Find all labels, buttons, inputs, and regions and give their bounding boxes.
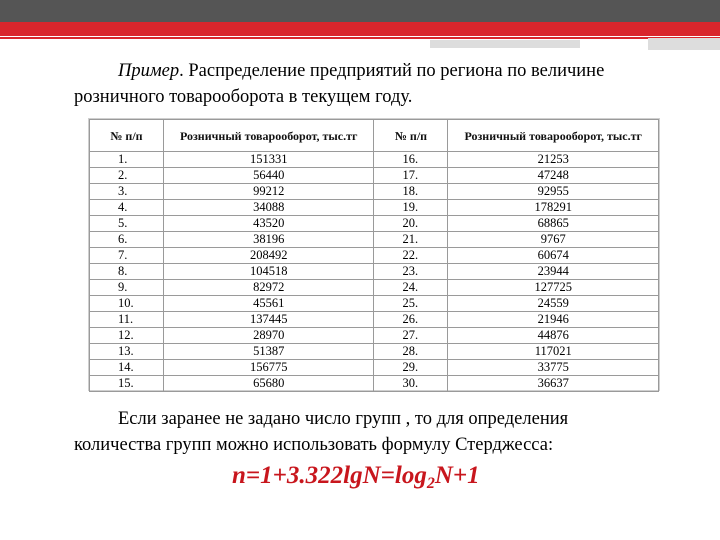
table-row — [90, 376, 659, 392]
turnover-right: 9767 — [448, 232, 659, 248]
row-number-left: 13. — [90, 344, 164, 360]
row-number-right: 22. — [374, 248, 448, 264]
header-num-1: № п/п — [90, 120, 164, 152]
row-number-left: 9. — [90, 280, 164, 296]
table-header-row — [90, 120, 659, 152]
row-number-right: 24. — [374, 280, 448, 296]
table-row — [90, 200, 659, 216]
row-number-left: 15. — [90, 376, 164, 392]
row-number-left: 12. — [90, 328, 164, 344]
row-number-left: 1. — [90, 152, 164, 168]
turnover-left: 99212 — [163, 184, 374, 200]
turnover-right: 117021 — [448, 344, 659, 360]
turnover-right: 21253 — [448, 152, 659, 168]
formula-part-2: N+1 — [434, 462, 480, 489]
turnover-left: 151331 — [163, 152, 374, 168]
row-number-right: 28. — [374, 344, 448, 360]
sturges-paragraph — [74, 406, 674, 458]
row-number-left: 8. — [90, 264, 164, 280]
table-row — [90, 232, 659, 248]
row-number-right: 16. — [374, 152, 448, 168]
turnover-left: 137445 — [163, 312, 374, 328]
table-row — [90, 168, 659, 184]
sturges-text-1: Если заранее не задано число групп , то для определения — [118, 409, 569, 429]
turnover-left: 156775 — [163, 360, 374, 376]
formula-part-1: n=1+3.322lgN=log — [232, 462, 427, 489]
turnover-left: 56440 — [163, 168, 374, 184]
turnover-right: 127725 — [448, 280, 659, 296]
decor-grey-strip — [430, 40, 580, 48]
table-row — [90, 216, 659, 232]
row-number-left: 5. — [90, 216, 164, 232]
row-number-right: 20. — [374, 216, 448, 232]
row-number-left: 4. — [90, 200, 164, 216]
turnover-right: 44876 — [448, 328, 659, 344]
table-row — [90, 328, 659, 344]
data-table-container — [88, 118, 660, 391]
top-dark-bar — [0, 0, 720, 22]
header-turnover-1: Розничный товарооборот, тыс.тг — [163, 120, 374, 152]
formula-subscript: 2 — [426, 475, 435, 492]
top-red-bar — [0, 22, 720, 36]
row-number-left: 11. — [90, 312, 164, 328]
row-number-left: 10. — [90, 296, 164, 312]
example-label: Пример — [118, 61, 180, 81]
decor-grey-block — [648, 38, 720, 50]
row-number-right: 27. — [374, 328, 448, 344]
turnover-right: 92955 — [448, 184, 659, 200]
row-number-right: 18. — [374, 184, 448, 200]
intro-text-1: . Распределение предприятий по региона по величине — [179, 61, 605, 81]
turnover-right: 33775 — [448, 360, 659, 376]
row-number-right: 19. — [374, 200, 448, 216]
turnover-left: 45561 — [163, 296, 374, 312]
table-row — [90, 152, 659, 168]
turnover-left: 51387 — [163, 344, 374, 360]
intro-text-2: розничного товарооборота в текущем году. — [74, 87, 413, 107]
table-row — [90, 280, 659, 296]
row-number-left: 3. — [90, 184, 164, 200]
table-row — [90, 312, 659, 328]
turnover-left: 208492 — [163, 248, 374, 264]
row-number-right: 25. — [374, 296, 448, 312]
row-number-left: 14. — [90, 360, 164, 376]
table-row — [90, 344, 659, 360]
turnover-left: 104518 — [163, 264, 374, 280]
turnover-left: 65680 — [163, 376, 374, 392]
table-row — [90, 184, 659, 200]
turnover-right: 60674 — [448, 248, 659, 264]
row-number-right: 23. — [374, 264, 448, 280]
intro-paragraph — [74, 58, 674, 110]
turnover-right: 47248 — [448, 168, 659, 184]
row-number-left: 6. — [90, 232, 164, 248]
retail-turnover-table — [89, 119, 659, 392]
turnover-left: 38196 — [163, 232, 374, 248]
table-row — [90, 264, 659, 280]
row-number-right: 26. — [374, 312, 448, 328]
table-row — [90, 360, 659, 376]
turnover-right: 23944 — [448, 264, 659, 280]
sturges-formula — [232, 462, 480, 493]
header-num-2: № п/п — [374, 120, 448, 152]
table-row — [90, 248, 659, 264]
top-red-line — [0, 37, 720, 39]
row-number-right: 29. — [374, 360, 448, 376]
table-row — [90, 296, 659, 312]
turnover-right: 68865 — [448, 216, 659, 232]
row-number-right: 21. — [374, 232, 448, 248]
turnover-left: 34088 — [163, 200, 374, 216]
row-number-right: 30. — [374, 376, 448, 392]
row-number-right: 17. — [374, 168, 448, 184]
row-number-left: 2. — [90, 168, 164, 184]
turnover-left: 82972 — [163, 280, 374, 296]
turnover-right: 24559 — [448, 296, 659, 312]
turnover-right: 36637 — [448, 376, 659, 392]
turnover-left: 43520 — [163, 216, 374, 232]
header-turnover-2: Розничный товарооборот, тыс.тг — [448, 120, 659, 152]
turnover-left: 28970 — [163, 328, 374, 344]
turnover-right: 21946 — [448, 312, 659, 328]
sturges-text-2: количества групп можно использовать формулу Стерджесса: — [74, 435, 554, 455]
row-number-left: 7. — [90, 248, 164, 264]
turnover-right: 178291 — [448, 200, 659, 216]
